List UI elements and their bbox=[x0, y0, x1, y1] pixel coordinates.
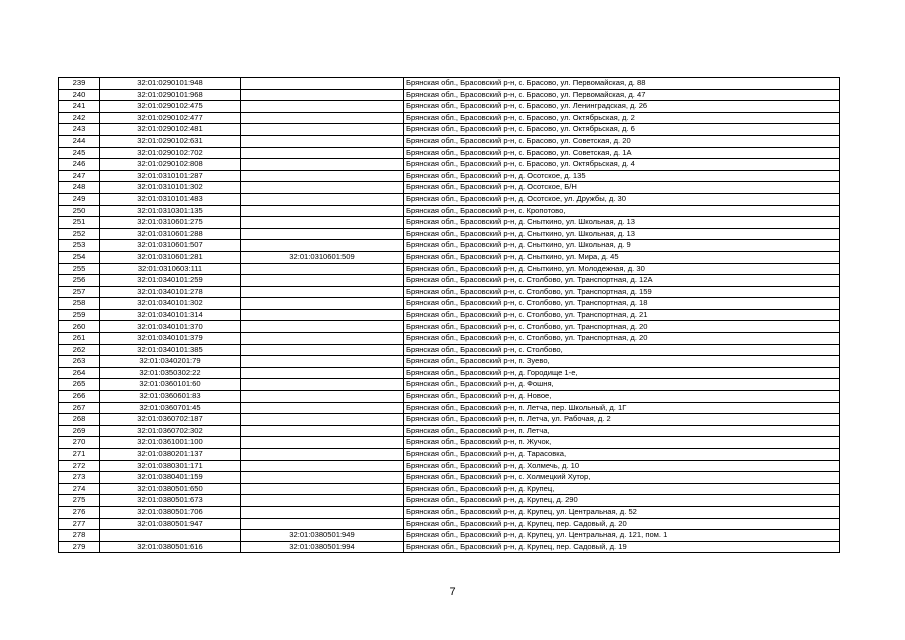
table-row bbox=[59, 460, 840, 472]
cadastral-number-cell: 32:01:0310101:483 bbox=[100, 193, 241, 205]
row-number-cell: 262 bbox=[59, 344, 100, 356]
address-cell: Брянская обл., Брасовский р-н, д. Новое, bbox=[404, 391, 840, 403]
cadastral-number-cell: 32:01:0310601:288 bbox=[100, 228, 241, 240]
table-row bbox=[59, 344, 840, 356]
row-number-cell: 257 bbox=[59, 286, 100, 298]
cadastral-number-cell: 32:01:0290102:475 bbox=[100, 101, 241, 113]
parent-cadastral-number-cell bbox=[241, 101, 404, 113]
cadastral-number-cell: 32:01:0290102:477 bbox=[100, 112, 241, 124]
table-row bbox=[59, 263, 840, 275]
parent-cadastral-number-cell bbox=[241, 78, 404, 90]
parent-cadastral-number-cell bbox=[241, 367, 404, 379]
row-number-cell: 263 bbox=[59, 356, 100, 368]
parent-cadastral-number-cell bbox=[241, 228, 404, 240]
address-cell: Брянская обл., Брасовский р-н, с. Холмецкий Хутор, bbox=[404, 472, 840, 484]
table-row bbox=[59, 541, 840, 553]
row-number-cell: 245 bbox=[59, 147, 100, 159]
row-number-cell: 261 bbox=[59, 333, 100, 345]
table-row bbox=[59, 356, 840, 368]
parent-cadastral-number-cell bbox=[241, 449, 404, 461]
row-number-cell: 273 bbox=[59, 472, 100, 484]
row-number-cell: 278 bbox=[59, 530, 100, 542]
parent-cadastral-number-cell bbox=[241, 309, 404, 321]
address-cell: Брянская обл., Брасовский р-н, д. Крупец, д. 290 bbox=[404, 495, 840, 507]
address-cell: Брянская обл., Брасовский р-н, с. Брасово, ул. Советская, д. 1А bbox=[404, 147, 840, 159]
address-cell: Брянская обл., Брасовский р-н, д. Крупец, bbox=[404, 483, 840, 495]
row-number-cell: 272 bbox=[59, 460, 100, 472]
address-cell: Брянская обл., Брасовский р-н, д. Фошня, bbox=[404, 379, 840, 391]
parent-cadastral-number-cell bbox=[241, 217, 404, 229]
address-cell: Брянская обл., Брасовский р-н, с. Брасово, ул. Октябрьская, д. 6 bbox=[404, 124, 840, 136]
cadastral-number-cell: 32:01:0340101:314 bbox=[100, 309, 241, 321]
parent-cadastral-number-cell bbox=[241, 483, 404, 495]
row-number-cell: 267 bbox=[59, 402, 100, 414]
cadastral-number-cell: 32:01:0380501:616 bbox=[100, 541, 241, 553]
table-row bbox=[59, 228, 840, 240]
row-number-cell: 277 bbox=[59, 518, 100, 530]
row-number-cell: 256 bbox=[59, 275, 100, 287]
table-row bbox=[59, 182, 840, 194]
row-number-cell: 241 bbox=[59, 101, 100, 113]
cadastral-number-cell: 32:01:0340101:302 bbox=[100, 298, 241, 310]
row-number-cell: 269 bbox=[59, 425, 100, 437]
cadastral-number-cell: 32:01:0310101:302 bbox=[100, 182, 241, 194]
address-cell: Брянская обл., Брасовский р-н, с. Брасово, ул. Первомайская, д. 47 bbox=[404, 89, 840, 101]
cadastral-number-cell: 32:01:0380201:137 bbox=[100, 449, 241, 461]
address-cell: Брянская обл., Брасовский р-н, д. Крупец, ул. Центральная, д. 52 bbox=[404, 506, 840, 518]
address-cell: Брянская обл., Брасовский р-н, д. Сныткино, ул. Школьная, д. 13 bbox=[404, 228, 840, 240]
table-row bbox=[59, 518, 840, 530]
table-row bbox=[59, 379, 840, 391]
cadastral-number-cell bbox=[100, 530, 241, 542]
row-number-cell: 258 bbox=[59, 298, 100, 310]
row-number-cell: 265 bbox=[59, 379, 100, 391]
row-number-cell: 254 bbox=[59, 251, 100, 263]
row-number-cell: 275 bbox=[59, 495, 100, 507]
table-row bbox=[59, 286, 840, 298]
parent-cadastral-number-cell bbox=[241, 124, 404, 136]
address-cell: Брянская обл., Брасовский р-н, с. Брасово, ул. Ленинградская, д. 26 bbox=[404, 101, 840, 113]
address-cell: Брянская обл., Брасовский р-н, с. Столбово, ул. Транспортная, д. 21 bbox=[404, 309, 840, 321]
cadastral-number-cell: 32:01:0360701:45 bbox=[100, 402, 241, 414]
row-number-cell: 247 bbox=[59, 170, 100, 182]
parent-cadastral-number-cell bbox=[241, 333, 404, 345]
address-cell: Брянская обл., Брасовский р-н, д. Сныткино, ул. Школьная, д. 13 bbox=[404, 217, 840, 229]
parent-cadastral-number-cell bbox=[241, 437, 404, 449]
table-row bbox=[59, 78, 840, 90]
address-cell: Брянская обл., Брасовский р-н, п. Летча, bbox=[404, 425, 840, 437]
address-cell: Брянская обл., Брасовский р-н, с. Столбово, ул. Транспортная, д. 159 bbox=[404, 286, 840, 298]
cadastral-number-cell: 32:01:0290102:481 bbox=[100, 124, 241, 136]
table-row bbox=[59, 495, 840, 507]
address-cell: Брянская обл., Брасовский р-н, д. Городище 1-е, bbox=[404, 367, 840, 379]
address-cell: Брянская обл., Брасовский р-н, с. Столбово, ул. Транспортная, д. 12А bbox=[404, 275, 840, 287]
cadastral-number-cell: 32:01:0340101:259 bbox=[100, 275, 241, 287]
table-row bbox=[59, 298, 840, 310]
parent-cadastral-number-cell bbox=[241, 356, 404, 368]
cadastral-number-cell: 32:01:0290101:968 bbox=[100, 89, 241, 101]
row-number-cell: 260 bbox=[59, 321, 100, 333]
cadastral-number-cell: 32:01:0290102:702 bbox=[100, 147, 241, 159]
row-number-cell: 250 bbox=[59, 205, 100, 217]
row-number-cell: 274 bbox=[59, 483, 100, 495]
row-number-cell: 242 bbox=[59, 112, 100, 124]
table-row bbox=[59, 414, 840, 426]
address-cell: Брянская обл., Брасовский р-н, с. Брасово, ул. Первомайская, д. 88 bbox=[404, 78, 840, 90]
parent-cadastral-number-cell bbox=[241, 402, 404, 414]
table-row bbox=[59, 240, 840, 252]
table-row bbox=[59, 472, 840, 484]
parent-cadastral-number-cell bbox=[241, 205, 404, 217]
parent-cadastral-number-cell bbox=[241, 182, 404, 194]
cadastral-register-table bbox=[58, 77, 840, 553]
table-row bbox=[59, 275, 840, 287]
address-cell: Брянская обл., Брасовский р-н, с. Столбово, bbox=[404, 344, 840, 356]
row-number-cell: 264 bbox=[59, 367, 100, 379]
address-cell: Брянская обл., Брасовский р-н, с. Столбово, ул. Транспортная, д. 20 bbox=[404, 321, 840, 333]
row-number-cell: 246 bbox=[59, 159, 100, 171]
cadastral-number-cell: 32:01:0340101:385 bbox=[100, 344, 241, 356]
cadastral-number-cell: 32:01:0310601:275 bbox=[100, 217, 241, 229]
row-number-cell: 259 bbox=[59, 309, 100, 321]
table-row bbox=[59, 147, 840, 159]
cadastral-number-cell: 32:01:0340101:379 bbox=[100, 333, 241, 345]
cadastral-number-cell: 32:01:0380501:650 bbox=[100, 483, 241, 495]
row-number-cell: 279 bbox=[59, 541, 100, 553]
address-cell: Брянская обл., Брасовский р-н, п. Жучок, bbox=[404, 437, 840, 449]
address-cell: Брянская обл., Брасовский р-н, с. Брасово, ул. Советская, д. 20 bbox=[404, 135, 840, 147]
table-row bbox=[59, 483, 840, 495]
address-cell: Брянская обл., Брасовский р-н, с. Кропотово, bbox=[404, 205, 840, 217]
row-number-cell: 255 bbox=[59, 263, 100, 275]
row-number-cell: 243 bbox=[59, 124, 100, 136]
cadastral-number-cell: 32:01:0361001:100 bbox=[100, 437, 241, 449]
parent-cadastral-number-cell: 32:01:0310601:509 bbox=[241, 251, 404, 263]
table-row bbox=[59, 333, 840, 345]
row-number-cell: 253 bbox=[59, 240, 100, 252]
address-cell: Брянская обл., Брасовский р-н, д. Сныткино, ул. Школьная, д. 9 bbox=[404, 240, 840, 252]
row-number-cell: 239 bbox=[59, 78, 100, 90]
table-row bbox=[59, 159, 840, 171]
row-number-cell: 248 bbox=[59, 182, 100, 194]
parent-cadastral-number-cell: 32:01:0380501:949 bbox=[241, 530, 404, 542]
parent-cadastral-number-cell bbox=[241, 495, 404, 507]
table-row bbox=[59, 530, 840, 542]
table-row bbox=[59, 124, 840, 136]
parent-cadastral-number-cell bbox=[241, 425, 404, 437]
table-row bbox=[59, 437, 840, 449]
cadastral-number-cell: 32:01:0340201:79 bbox=[100, 356, 241, 368]
cadastral-number-cell: 32:01:0290102:631 bbox=[100, 135, 241, 147]
table-row bbox=[59, 89, 840, 101]
parent-cadastral-number-cell bbox=[241, 344, 404, 356]
address-cell: Брянская обл., Брасовский р-н, д. Крупец, пер. Садовый, д. 19 bbox=[404, 541, 840, 553]
parent-cadastral-number-cell bbox=[241, 147, 404, 159]
cadastral-number-cell: 32:01:0310301:135 bbox=[100, 205, 241, 217]
parent-cadastral-number-cell bbox=[241, 275, 404, 287]
cadastral-number-cell: 32:01:0380401:159 bbox=[100, 472, 241, 484]
row-number-cell: 276 bbox=[59, 506, 100, 518]
table-row bbox=[59, 506, 840, 518]
row-number-cell: 240 bbox=[59, 89, 100, 101]
parent-cadastral-number-cell bbox=[241, 135, 404, 147]
table-row bbox=[59, 205, 840, 217]
table-row bbox=[59, 217, 840, 229]
cadastral-number-cell: 32:01:0360702:187 bbox=[100, 414, 241, 426]
parent-cadastral-number-cell bbox=[241, 263, 404, 275]
parent-cadastral-number-cell bbox=[241, 472, 404, 484]
table-row bbox=[59, 112, 840, 124]
address-cell: Брянская обл., Брасовский р-н, д. Осотское, Б/Н bbox=[404, 182, 840, 194]
cadastral-number-cell: 32:01:0310601:507 bbox=[100, 240, 241, 252]
row-number-cell: 249 bbox=[59, 193, 100, 205]
table-row bbox=[59, 367, 840, 379]
cadastral-number-cell: 32:01:0380501:706 bbox=[100, 506, 241, 518]
parent-cadastral-number-cell bbox=[241, 506, 404, 518]
parent-cadastral-number-cell bbox=[241, 89, 404, 101]
table-row bbox=[59, 193, 840, 205]
address-cell: Брянская обл., Брасовский р-н, п. Летча, пер. Школьный, д. 1Г bbox=[404, 402, 840, 414]
row-number-cell: 266 bbox=[59, 391, 100, 403]
table-row bbox=[59, 449, 840, 461]
cadastral-number-cell: 32:01:0360702:302 bbox=[100, 425, 241, 437]
parent-cadastral-number-cell bbox=[241, 193, 404, 205]
row-number-cell: 244 bbox=[59, 135, 100, 147]
parent-cadastral-number-cell: 32:01:0380501:994 bbox=[241, 541, 404, 553]
address-cell: Брянская обл., Брасовский р-н, д. Сныткино, ул. Молодежная, д. 30 bbox=[404, 263, 840, 275]
table-row bbox=[59, 309, 840, 321]
table-row bbox=[59, 101, 840, 113]
cadastral-number-cell: 32:01:0290101:948 bbox=[100, 78, 241, 90]
parent-cadastral-number-cell bbox=[241, 518, 404, 530]
cadastral-number-cell: 32:01:0380501:947 bbox=[100, 518, 241, 530]
parent-cadastral-number-cell bbox=[241, 159, 404, 171]
table-row bbox=[59, 251, 840, 263]
address-cell: Брянская обл., Брасовский р-н, с. Брасово, ул. Октябрьская, д. 4 bbox=[404, 159, 840, 171]
cadastral-number-cell: 32:01:0360101:60 bbox=[100, 379, 241, 391]
parent-cadastral-number-cell bbox=[241, 379, 404, 391]
page-number: 7 bbox=[449, 586, 456, 598]
cadastral-number-cell: 32:01:0340101:370 bbox=[100, 321, 241, 333]
parent-cadastral-number-cell bbox=[241, 321, 404, 333]
address-cell: Брянская обл., Брасовский р-н, с. Брасово, ул. Октябрьская, д. 2 bbox=[404, 112, 840, 124]
row-number-cell: 270 bbox=[59, 437, 100, 449]
parent-cadastral-number-cell bbox=[241, 391, 404, 403]
table-row bbox=[59, 391, 840, 403]
cadastral-number-cell: 32:01:0310101:287 bbox=[100, 170, 241, 182]
parent-cadastral-number-cell bbox=[241, 414, 404, 426]
row-number-cell: 268 bbox=[59, 414, 100, 426]
address-cell: Брянская обл., Брасовский р-н, п. Зуево, bbox=[404, 356, 840, 368]
address-cell: Брянская обл., Брасовский р-н, д. Крупец, ул. Центральная, д. 121, пом. 1 bbox=[404, 530, 840, 542]
cadastral-number-cell: 32:01:0310601:281 bbox=[100, 251, 241, 263]
address-cell: Брянская обл., Брасовский р-н, д. Тарасовка, bbox=[404, 449, 840, 461]
cadastral-number-cell: 32:01:0380501:673 bbox=[100, 495, 241, 507]
row-number-cell: 251 bbox=[59, 217, 100, 229]
address-cell: Брянская обл., Брасовский р-н, д. Холмечь, д. 10 bbox=[404, 460, 840, 472]
cadastral-number-cell: 32:01:0310603:111 bbox=[100, 263, 241, 275]
cadastral-number-cell: 32:01:0360601:83 bbox=[100, 391, 241, 403]
row-number-cell: 271 bbox=[59, 449, 100, 461]
cadastral-number-cell: 32:01:0380301:171 bbox=[100, 460, 241, 472]
address-cell: Брянская обл., Брасовский р-н, п. Летча, ул. Рабочая, д. 2 bbox=[404, 414, 840, 426]
parent-cadastral-number-cell bbox=[241, 170, 404, 182]
table-row bbox=[59, 402, 840, 414]
parent-cadastral-number-cell bbox=[241, 460, 404, 472]
parent-cadastral-number-cell bbox=[241, 112, 404, 124]
parent-cadastral-number-cell bbox=[241, 298, 404, 310]
cadastral-number-cell: 32:01:0290102:808 bbox=[100, 159, 241, 171]
address-cell: Брянская обл., Брасовский р-н, д. Осотское, ул. Дружбы, д. 30 bbox=[404, 193, 840, 205]
address-cell: Брянская обл., Брасовский р-н, с. Столбово, ул. Транспортная, д. 18 bbox=[404, 298, 840, 310]
table-row bbox=[59, 321, 840, 333]
table-row bbox=[59, 170, 840, 182]
address-cell: Брянская обл., Брасовский р-н, д. Сныткино, ул. Мира, д. 45 bbox=[404, 251, 840, 263]
cadastral-number-cell: 32:01:0340101:278 bbox=[100, 286, 241, 298]
register-table-body bbox=[59, 78, 840, 553]
cadastral-number-cell: 32:01:0350302:22 bbox=[100, 367, 241, 379]
address-cell: Брянская обл., Брасовский р-н, д. Осотское, д. 135 bbox=[404, 170, 840, 182]
table-row bbox=[59, 135, 840, 147]
parent-cadastral-number-cell bbox=[241, 240, 404, 252]
row-number-cell: 252 bbox=[59, 228, 100, 240]
parent-cadastral-number-cell bbox=[241, 286, 404, 298]
table-row bbox=[59, 425, 840, 437]
address-cell: Брянская обл., Брасовский р-н, д. Крупец, пер. Садовый, д. 20 bbox=[404, 518, 840, 530]
address-cell: Брянская обл., Брасовский р-н, с. Столбово, ул. Транспортная, д. 20 bbox=[404, 333, 840, 345]
